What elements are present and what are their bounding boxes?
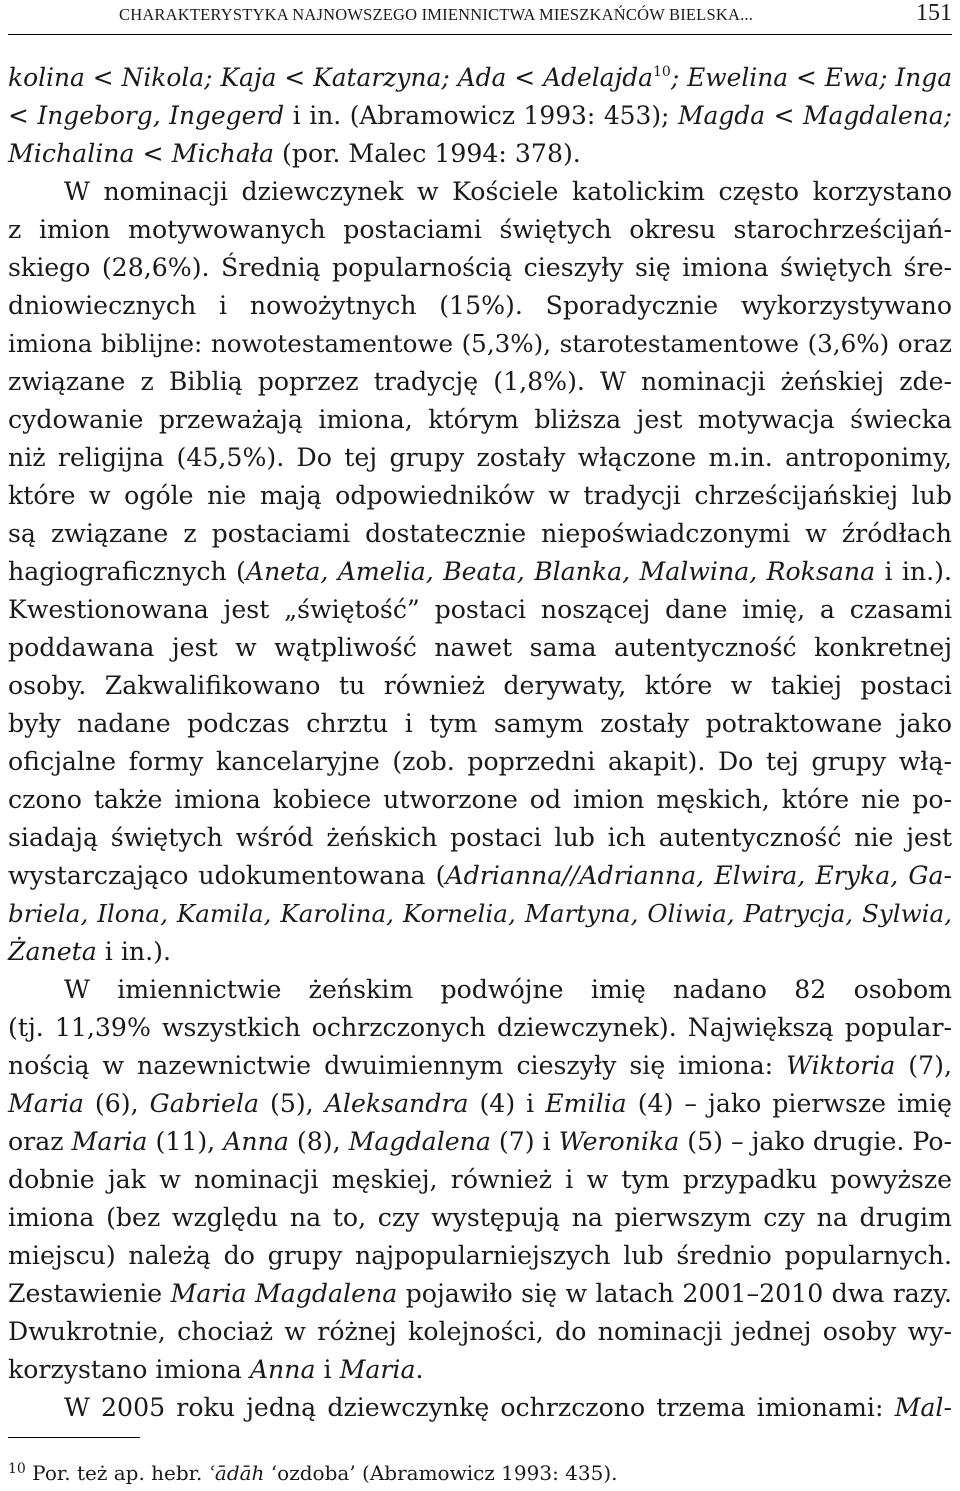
text-line: osoby. Zakwalifikowano tu również derywaty, które w takiej postaci	[8, 671, 952, 700]
text-line: imiona biblijne: nowotestamentowe (5,3%), starotestamentowe (3,6%) oraz	[8, 329, 952, 358]
text-line: kolina < Nikola; Kaja < Katarzyna; Ada < Adelajda$^{10}$; Ewelina < Ewa; Inga	[8, 63, 953, 92]
text-line: siadają świętych wśród żeńskich postaci lub ich autentyczność nie jest	[8, 823, 952, 852]
text-line: Żaneta i in.).	[8, 937, 171, 966]
text-line: briela, Ilona, Kamila, Karolina, Kornelia, Martyna, Oliwia, Patrycja, Sylwia,	[8, 899, 952, 928]
text-line: Michalina < Michała (por. Malec 1994: 378).	[8, 139, 581, 168]
text-line: < Ingeborg, Ingegerd i in. (Abramowicz 1993: 453); Magda < Magdalena;	[8, 101, 952, 130]
text-line: które w ogóle nie mają odpowiedników w tradycji chrześcijańskiej lub	[8, 481, 952, 510]
text-line: (tj. 11,39% wszystkich ochrzczonych dziewczynek). Największą popular-	[8, 1013, 952, 1042]
text-line: Dwukrotnie, chociaż w różnej kolejności, do nominacji jednej osoby wy-	[8, 1317, 952, 1346]
paragraph-start: W 2005 roku jedną dziewczynkę ochrzczono trzema imionami: Mal-	[64, 1393, 952, 1422]
text-line: dniowiecznych i nowożytnych (15%). Sporadycznie wykorzystywano	[8, 291, 952, 320]
text-line: oraz Maria (11), Anna (8), Magdalena (7) i Weronika (5) – jako drugie. Po-	[8, 1127, 952, 1156]
running-head: CHARAKTERYSTYKA NAJNOWSZEGO IMIENNICTWA MIESZKAŃCÓW BIELSKA...	[119, 5, 754, 24]
text-line: Maria (6), Gabriela (5), Aleksandra (4) i Emilia (4) – jako pierwsze imię	[8, 1089, 952, 1118]
text-line: z imion motywowanych postaciami świętych okresu starochrześcijań-	[8, 215, 952, 244]
text-line: związane z Biblią poprzez tradycję (1,8%). W nominacji żeńskiej zde-	[8, 367, 952, 396]
text-line: Kwestionowana jest „świętość” postaci noszącej dane imię, a czasami	[8, 595, 952, 624]
text-line: korzystano imiona Anna i Maria.	[8, 1355, 424, 1384]
page-number: 151	[916, 0, 952, 26]
text-line: Zestawienie Maria Magdalena pojawiło się w latach 2001–2010 dwa razy.	[8, 1279, 952, 1308]
text-line: imiona (bez względu na to, czy występują na pierwszym czy na drugim	[8, 1203, 952, 1232]
text-line: wystarczająco udokumentowana (Adrianna//Adrianna, Elwira, Eryka, Ga-	[8, 861, 952, 890]
text-line: skiego (28,6%). Średnią popularnością cieszyły się imiona świętych śre-	[8, 253, 952, 282]
footnote-number: 10	[8, 1461, 26, 1477]
paragraph-start: W nominacji dziewczynek w Kościele katolickim często korzystano	[64, 177, 952, 206]
footnote-ref: 10	[653, 64, 671, 80]
text-line: oficjalne formy kancelaryjne (zob. poprzedni akapit). Do tej grupy włą-	[8, 747, 952, 776]
text-line: nością w nazewnictwie dwuimiennym cieszyły się imiona: Wiktoria (7),	[8, 1051, 952, 1080]
text-line: dobnie jak w nominacji męskiej, również i w tym przypadku powyższe	[8, 1165, 952, 1194]
text-line: poddawana jest w wątpliwość nawet sama autentyczność konkretnej	[8, 633, 952, 662]
text-line: miejscu) należą do grupy najpopularniejszych lub średnio popularnych.	[8, 1241, 952, 1270]
text-line: cydowanie przeważają imiona, którym bliższa jest motywacja świecka	[8, 405, 952, 434]
footnote: $^{10}$ Por. też ap. hebr. ʿādāh ‘ozdoba’ (Abramowicz 1993: 435).	[8, 1461, 618, 1485]
text-line: są związane z postaciami dostatecznie niepoświadczonymi w źródłach	[8, 519, 952, 548]
text-line: niż religijna (45,5%). Do tej grupy zostały włączone m.in. antroponimy,	[8, 443, 952, 472]
text-line: były nadane podczas chrztu i tym samym zostały potraktowane jako	[8, 709, 952, 738]
text-line: czono także imiona kobiece utworzone od imion męskich, które nie po-	[8, 785, 952, 814]
page-header	[8, 0, 952, 35]
text-line: hagiograficznych (Aneta, Amelia, Beata, Blanka, Malwina, Roksana i in.).	[8, 557, 952, 586]
footnote-rule	[8, 1437, 140, 1438]
paragraph-start: W imiennictwie żeńskim podwójne imię nadano 82 osobom	[64, 975, 952, 1004]
